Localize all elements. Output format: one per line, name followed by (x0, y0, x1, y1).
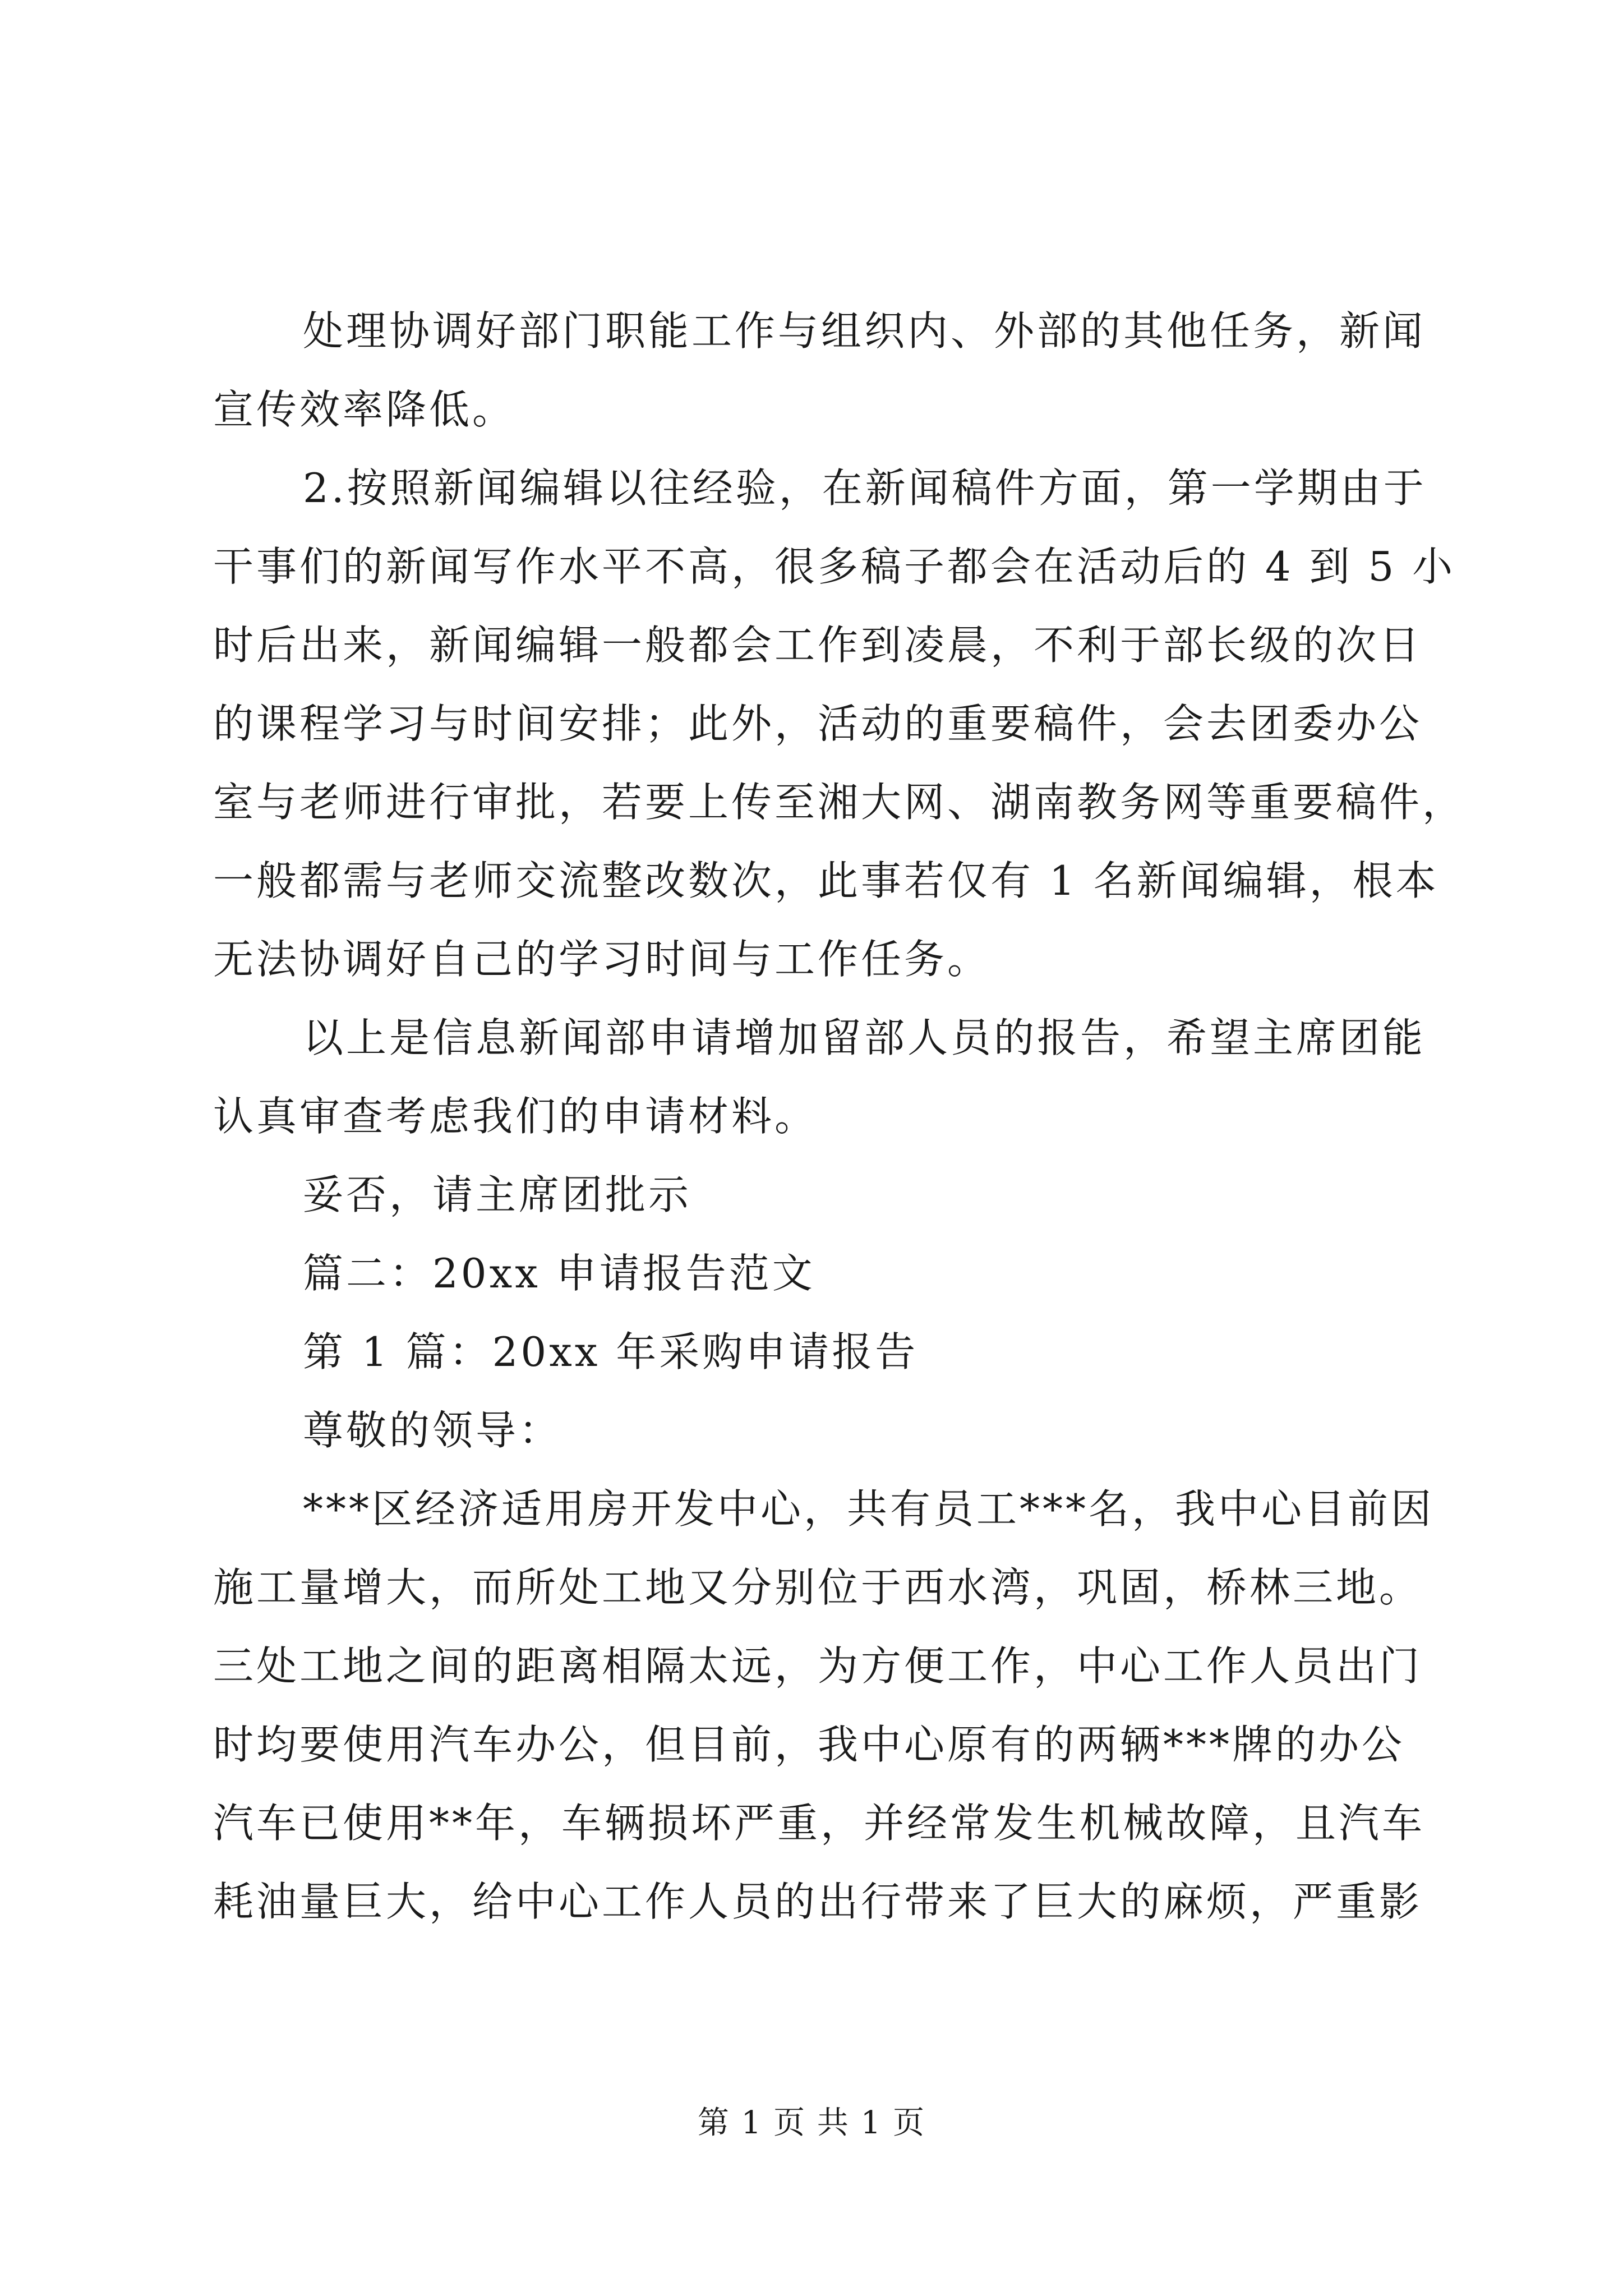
text-line: 无法协调好自己的学习时间与工作任务。 (213, 936, 991, 983)
document-body (213, 292, 1466, 1941)
text-line: 干事们的新闻写作水平不高，很多稿子都会在活动后的 4 到 5 小 (213, 543, 1456, 590)
text-line: 以上是信息新闻部申请增加留部人员的报告，希望主席团能 (303, 1014, 1426, 1061)
text-line: ***区经济适用房开发中心，共有员工***名，我中心目前因 (303, 1485, 1435, 1533)
text-line: 的课程学习与时间安排；此外，活动的重要稿件，会去团委办公 (213, 700, 1423, 747)
text-line: 2.按照新闻编辑以往经验，在新闻稿件方面，第一学期由于 (303, 464, 1427, 512)
text-line: 三处工地之间的距离相隔太远，为方便工作，中心工作人员出门 (213, 1642, 1423, 1690)
section-heading: 篇二：20xx 申请报告范文 (303, 1250, 815, 1297)
text-line: 一般都需与老师交流整改数次，此事若仅有 1 名新闻编辑，根本 (213, 857, 1439, 904)
page-number: 第 1 页 共 1 页 (697, 2105, 926, 2141)
text-line: 认真审查考虑我们的申请材料。 (213, 1093, 818, 1140)
text-line: 时后出来，新闻编辑一般都会工作到凌晨，不利于部长级的次日 (213, 622, 1423, 669)
text-line: 宣传效率降低。 (213, 386, 516, 433)
text-line: 施工量增大，而所处工地又分别位于西水湾，巩固，桥林三地。 (213, 1564, 1423, 1611)
text-line: 处理协调好部门职能工作与组织内、外部的其他任务，新闻 (303, 307, 1426, 355)
text-line: 汽车已使用**年，车辆损坏严重，并经常发生机械故障，且汽车 (213, 1800, 1426, 1847)
section-heading: 第 1 篇：20xx 年采购申请报告 (303, 1328, 919, 1375)
text-line: 妥否，请主席团批示 (303, 1171, 692, 1218)
text-line: 耗油量巨大，给中心工作人员的出行带来了巨大的麻烦，严重影 (213, 1878, 1423, 1925)
salutation: 尊敬的领导： (303, 1407, 562, 1454)
text-line: 时均要使用汽车办公，但目前，我中心原有的两辆***牌的办公 (213, 1721, 1405, 1768)
text-line: 室与老师进行审批，若要上传至湘大网、湖南教务网等重要稿件， (213, 779, 1466, 826)
